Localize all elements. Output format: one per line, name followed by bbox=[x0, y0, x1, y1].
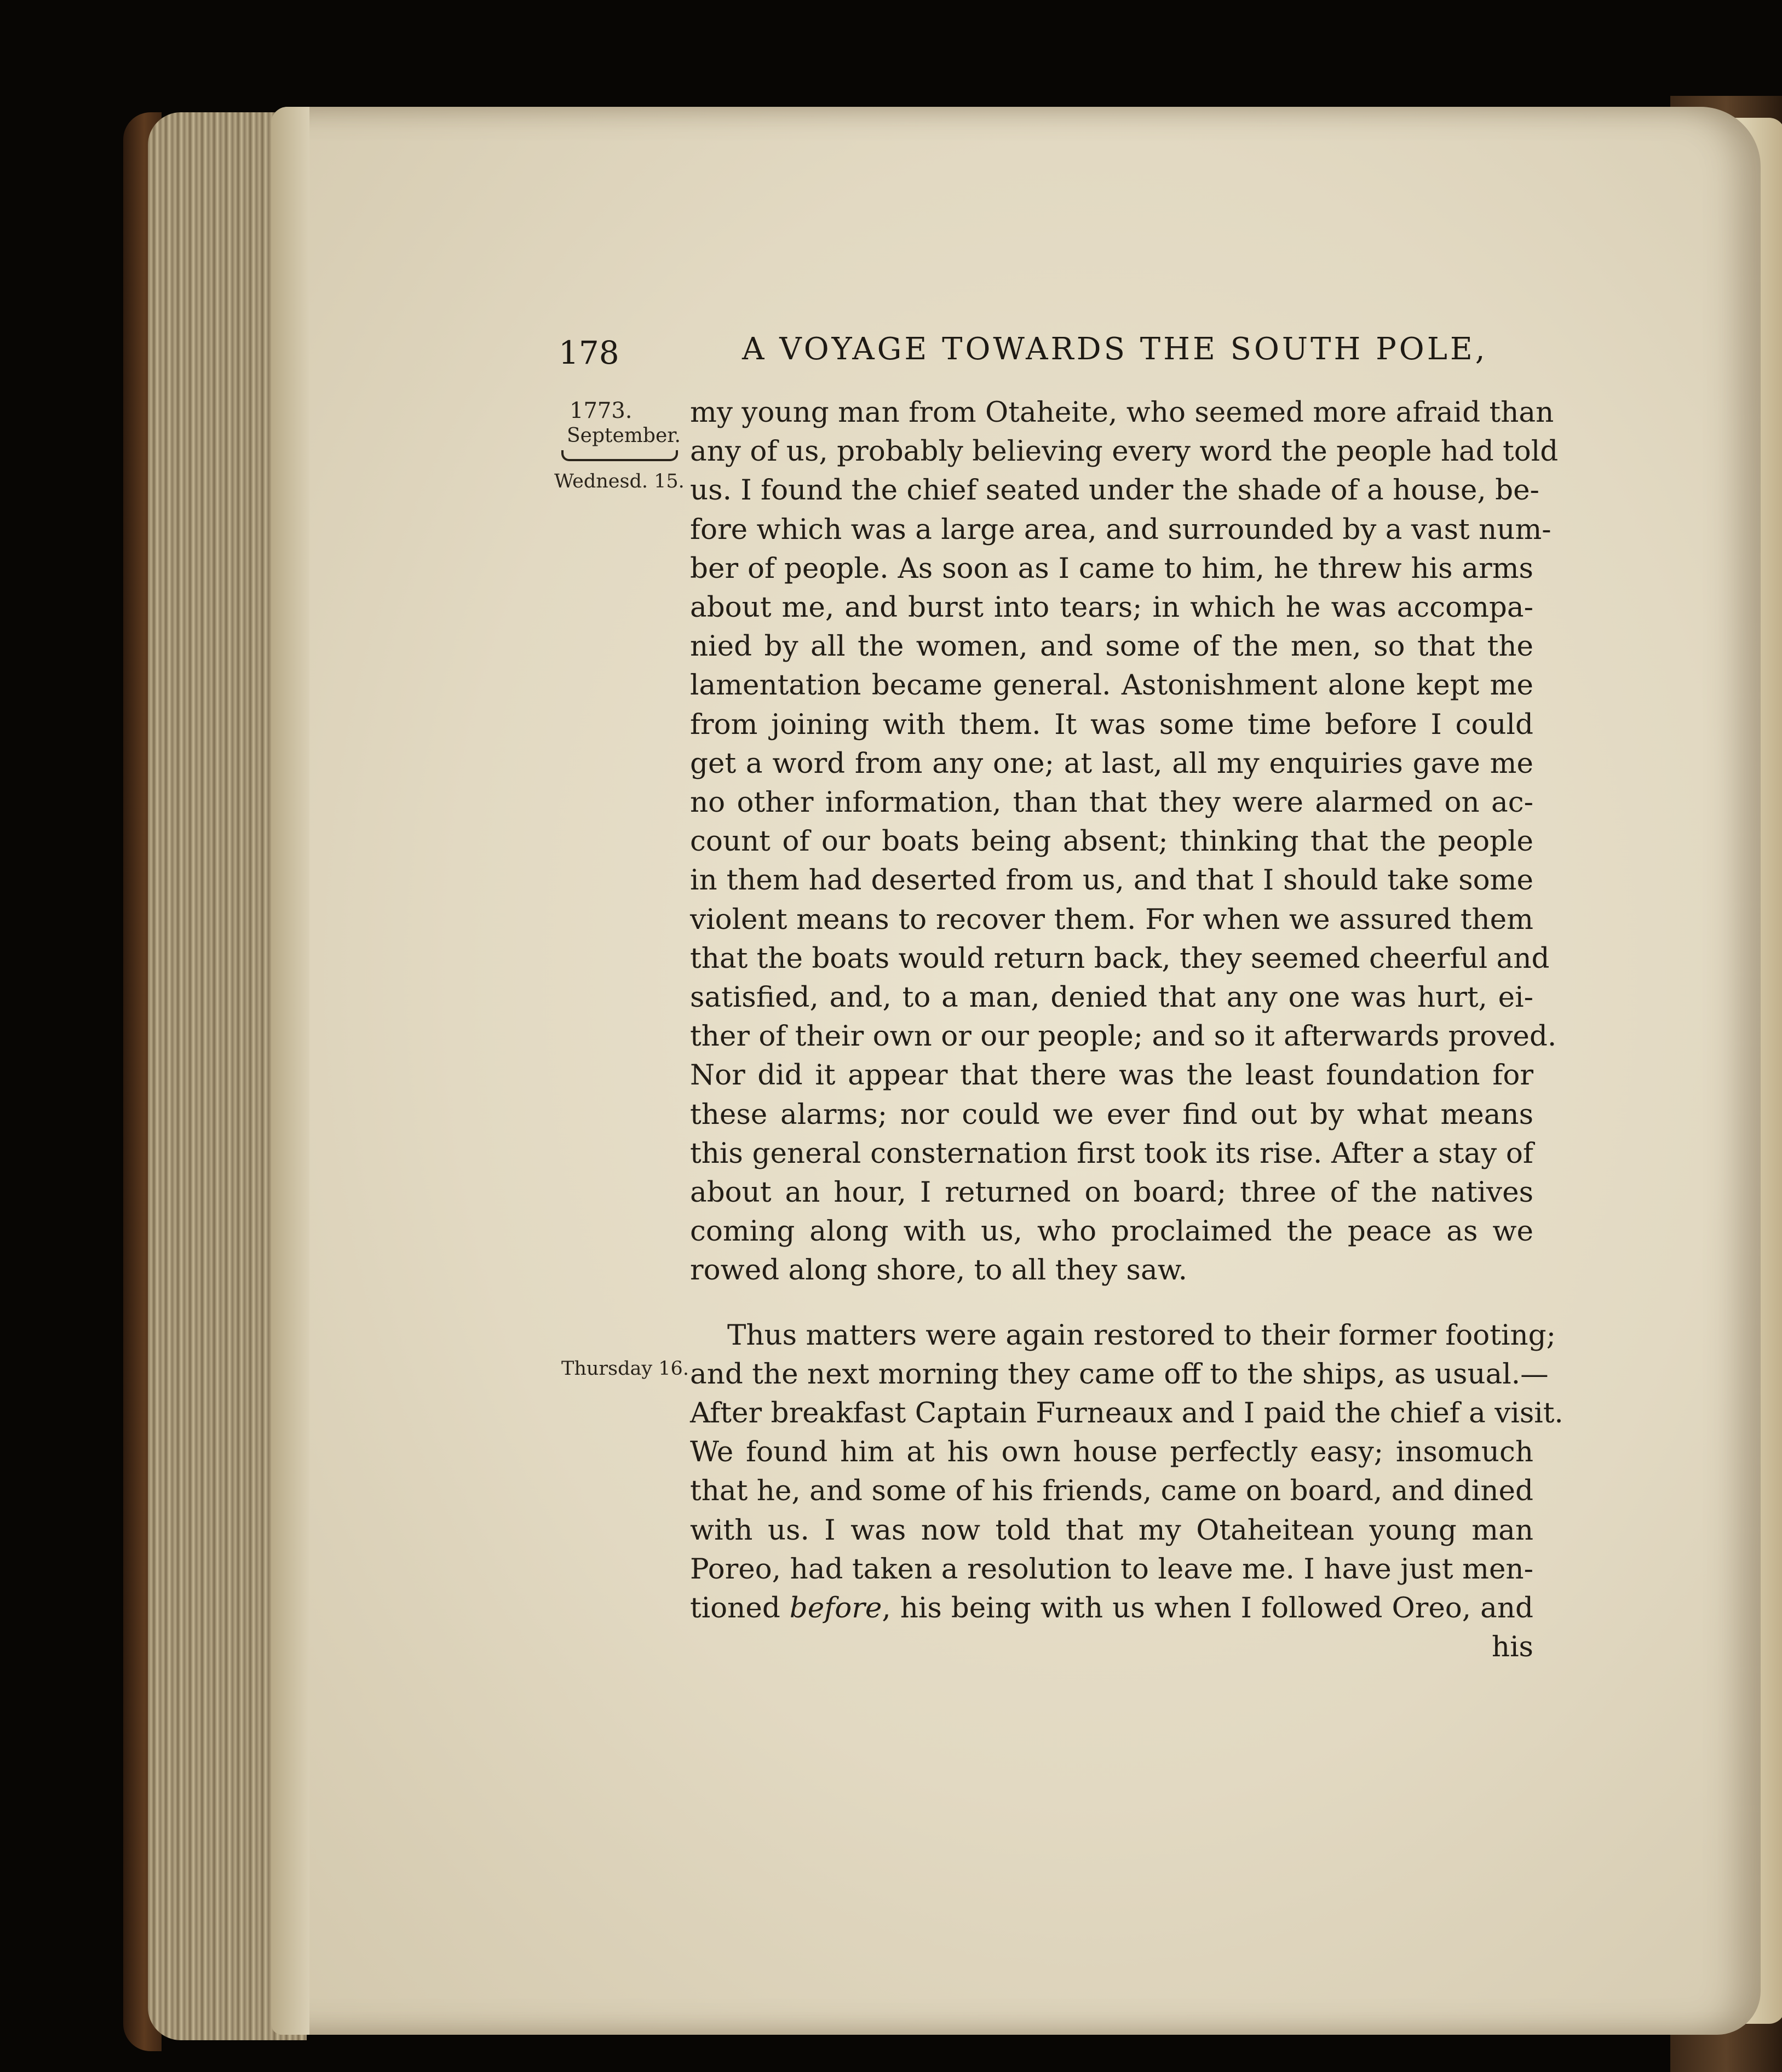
paragraph-gap bbox=[690, 1290, 1533, 1316]
text-line-with-italic bbox=[690, 1589, 1533, 1628]
body-text bbox=[690, 393, 1563, 1667]
text-line: this general consternation first took its rise. After a stay of bbox=[690, 1137, 1533, 1170]
catchword: his bbox=[1491, 1631, 1533, 1664]
text-line: and the next morning they came off to the ships, as usual.— bbox=[690, 1357, 1549, 1391]
text-line: coming along with us, who proclaimed the peace as we bbox=[690, 1215, 1533, 1248]
page-number: 178 bbox=[559, 334, 619, 371]
text-line: about me, and burst into tears; in which he was accompa- bbox=[690, 591, 1533, 624]
text-line: my young man from Otaheite, who seemed more afraid than bbox=[690, 396, 1554, 429]
margin-month: September. bbox=[567, 424, 681, 447]
text-line: We found him at his own house perfectly easy; insomuch bbox=[690, 1436, 1533, 1469]
text-line: satisfied, and, to a man, denied that any one was hurt, ei- bbox=[690, 981, 1533, 1014]
text-line: nied by all the women, and some of the men, so that the bbox=[690, 630, 1533, 663]
italic-word: before bbox=[789, 1592, 882, 1625]
text-line: ber of people. As soon as I came to him, he threw his arms bbox=[690, 552, 1533, 585]
text-line: about an hour, I returned on board; three of the natives bbox=[690, 1176, 1533, 1209]
text-line: count of our boats being absent; thinking that the people bbox=[690, 825, 1533, 858]
page-gutter bbox=[271, 107, 309, 2035]
text-line: ther of their own or our people; and so it afterwards proved. bbox=[690, 1020, 1557, 1053]
text-line: lamentation became general. Astonishment alone kept me bbox=[690, 669, 1533, 702]
text-line: from joining with them. It was some time before I could bbox=[690, 708, 1533, 741]
paragraph-1 bbox=[690, 393, 1559, 1290]
text-line: rowed along shore, to all they saw. bbox=[690, 1254, 1188, 1287]
text-line: no other information, than that they were alarmed on ac- bbox=[690, 786, 1533, 819]
margin-brace bbox=[561, 450, 678, 461]
margin-year: 1773. bbox=[570, 398, 633, 423]
running-head: A VOYAGE TOWARDS THE SOUTH POLE, bbox=[742, 331, 1488, 367]
text-line: After breakfast Captain Furneaux and I paid the chief a visit. bbox=[690, 1397, 1563, 1430]
text-line: that he, and some of his friends, came on board, and dined bbox=[690, 1474, 1533, 1508]
margin-day-wednesday: Wednesd. 15. bbox=[554, 470, 685, 492]
text-line: fore which was a large area, and surrounded by a vast num- bbox=[690, 513, 1551, 546]
paragraph-2 bbox=[690, 1316, 1563, 1667]
text-line: these alarms; nor could we ever find out by what means bbox=[690, 1098, 1533, 1131]
text-line: that the boats would return back, they seemed cheerful and bbox=[690, 942, 1550, 975]
text-line: get a word from any one; at last, all my enquiries gave me bbox=[690, 747, 1533, 780]
text-line: any of us, probably believing every word the people had told bbox=[690, 435, 1559, 468]
text-segment: , his being with us when I followed Oreo, and bbox=[882, 1592, 1533, 1625]
text-line: Thus matters were again restored to their former footing; bbox=[727, 1318, 1556, 1352]
text-line: violent means to recover them. For when we assured them bbox=[690, 903, 1533, 936]
text-line: us. I found the chief seated under the shade of a house, be- bbox=[690, 474, 1539, 507]
text-line: Poreo, had taken a resolution to leave me. I have just men- bbox=[690, 1552, 1533, 1586]
text-line: Nor did it appear that there was the least foundation for bbox=[690, 1059, 1533, 1092]
text-line: in them had deserted from us, and that I should take some bbox=[690, 864, 1533, 897]
text-line: with us. I was now told that my Otaheitean young man bbox=[690, 1513, 1533, 1547]
text-segment: tioned bbox=[690, 1592, 790, 1625]
margin-day-thursday: Thursday 16. bbox=[561, 1358, 689, 1380]
